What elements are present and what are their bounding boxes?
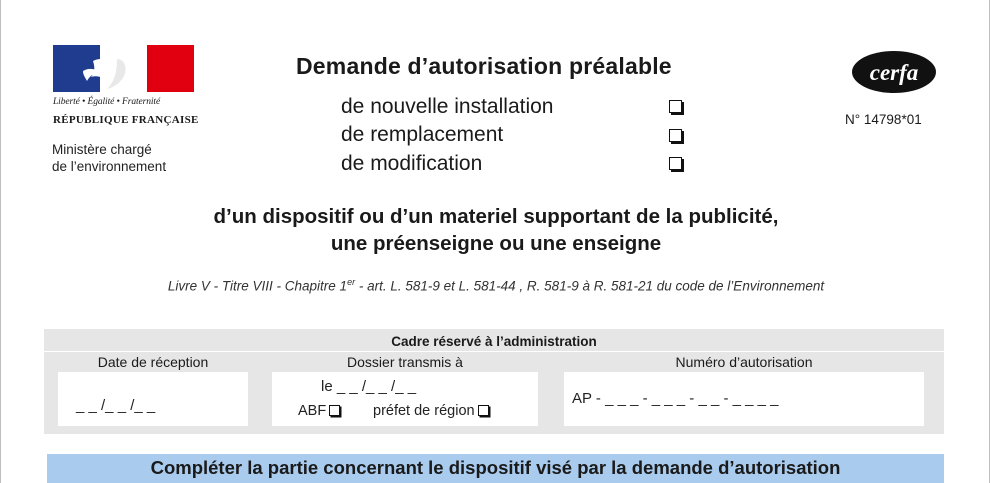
admin-frame-title: Cadre réservé à l’administration: [391, 334, 597, 349]
reception-date-field[interactable]: [58, 372, 248, 426]
option-replacement-label: de remplacement: [341, 123, 504, 146]
cerfa-logo: [851, 50, 937, 94]
prefet-option[interactable]: [373, 403, 489, 419]
option-replacement-checkbox[interactable]: [669, 129, 682, 142]
republic-name: RÉPUBLIQUE FRANÇAISE: [53, 114, 199, 126]
subtitle-line-2: une préenseigne ou une enseigne: [330, 232, 662, 255]
ministry-label: Ministère chargé de l’environnement: [52, 142, 167, 174]
abf-label: ABF: [298, 403, 327, 419]
page-title: Demande d’autorisation préalable: [296, 53, 672, 79]
option-modification-label: de modification: [341, 152, 483, 175]
legal-reference-end: - art. L. 581-9 et L. 581-44 , R. 581-9 à R. 581-21 du code de l’Environnement: [355, 278, 825, 294]
authorization-number-value: AP - _ _ _ - _ _ _ - _ _ - _ _ _ _: [572, 390, 779, 407]
admin-frame-divider: [44, 351, 944, 352]
abf-checkbox[interactable]: [329, 405, 340, 416]
transmitted-date-line: le _ _ /_ _ /_ _: [321, 378, 417, 395]
reception-date-value: _ _ /_ _ /_ _: [76, 397, 156, 414]
option-new-installation-label: de nouvelle installation: [341, 95, 554, 118]
cerfa-number: N° 14798*01: [845, 112, 922, 127]
prefet-checkbox[interactable]: [478, 405, 489, 416]
republic-motto: Liberté • Égalité • Fraternité: [53, 97, 161, 107]
transmitted-field[interactable]: [272, 372, 538, 426]
option-modification-checkbox[interactable]: [669, 157, 682, 170]
form-subtitle: [0, 203, 992, 257]
legal-reference-sup: er: [347, 277, 356, 287]
abf-option[interactable]: [298, 403, 340, 419]
legal-reference-start: Livre V - Titre VIII - Chapitre 1: [167, 278, 348, 294]
authorization-number-field[interactable]: [564, 372, 924, 426]
subtitle-line-1: d’un dispositif ou d’un materiel supportant de la publicité,: [213, 205, 779, 228]
prefet-label: préfet de région: [373, 403, 475, 419]
option-new-installation-checkbox[interactable]: [669, 100, 682, 113]
section-banner-text: Compléter la partie concernant le dispositif visé par la demande d’autorisation: [150, 457, 841, 478]
marianne-logo: [53, 45, 194, 92]
cerfa-logo-text: cerfa: [869, 60, 919, 85]
legal-reference: [0, 277, 992, 294]
transmitted-header: Dossier transmis à: [347, 354, 463, 370]
admin-reserved-frame: [44, 329, 944, 434]
section-banner: [47, 454, 944, 483]
reception-date-header: Date de réception: [97, 354, 209, 370]
authorization-number-header: Numéro d’autorisation: [675, 354, 813, 370]
